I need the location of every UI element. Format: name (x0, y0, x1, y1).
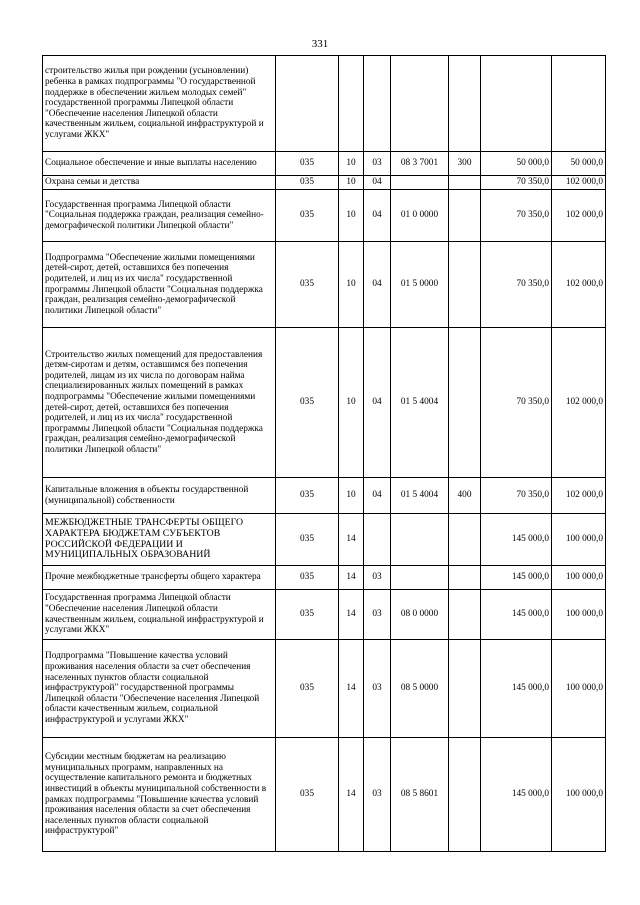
row-sum-1: 70 350,0 (481, 242, 552, 328)
row-rz: 10 (339, 176, 364, 190)
table-row (43, 566, 606, 590)
table-row (43, 56, 606, 152)
row-sum-1: 70 350,0 (481, 478, 552, 514)
row-sum-1: 70 350,0 (481, 328, 552, 478)
row-ved: 035 (276, 152, 339, 176)
row-ved: 035 (276, 328, 339, 478)
row-pr (364, 514, 391, 566)
table-row (43, 242, 606, 328)
row-rz: 14 (339, 738, 364, 852)
row-sum-2: 100 000,0 (552, 738, 606, 852)
row-ved: 035 (276, 478, 339, 514)
row-name: Государственная программа Липецкой области "Социальная поддержка граждан, реализация семейно-демографической политики Липецкой области" (43, 190, 276, 242)
row-ved: 035 (276, 566, 339, 590)
table-row (43, 738, 606, 852)
row-name: Капитальные вложения в объекты государственной (муниципальной) собственности (43, 478, 276, 514)
row-vr (449, 738, 481, 852)
row-sum-1: 145 000,0 (481, 738, 552, 852)
row-ved: 035 (276, 590, 339, 640)
row-sum-2 (552, 56, 606, 152)
row-vr (449, 56, 481, 152)
row-pr: 03 (364, 566, 391, 590)
row-name: строительство жилья при рождении (усыновлении) ребенка в рамках подпрограммы "О государственной поддержке в обеспечении жильем молодых семей" государственной программы Липецкой области "Обеспечение населения Липецкой области качественным жильем, социальной инфраструктурой и услугами ЖКХ" (43, 56, 276, 152)
row-vr: 300 (449, 152, 481, 176)
row-sum-1: 70 350,0 (481, 176, 552, 190)
budget-table (42, 55, 606, 852)
row-csr: 08 3 7001 (391, 152, 449, 176)
row-sum-2: 100 000,0 (552, 514, 606, 566)
row-name: Прочие межбюджетные трансферты общего характера (43, 566, 276, 590)
table-row (43, 176, 606, 190)
row-vr (449, 514, 481, 566)
row-pr: 04 (364, 242, 391, 328)
row-csr: 08 5 8601 (391, 738, 449, 852)
row-csr (391, 514, 449, 566)
row-pr: 03 (364, 152, 391, 176)
row-rz: 14 (339, 640, 364, 738)
row-name: Строительство жилых помещений для предоставления детям-сиротам и детям, оставшимся без попечения родителей, лицам из их числа по договорам найма специализированных жилых помещений в рамках подпрограммы "Обеспечение жилыми помещениями детей-сирот, детей, оставшихся без попечения родителей, и лиц из их числа" государственной программы Липецкой области "Социальная поддержка граждан, реализация семейно-демографической политики Липецкой области" (43, 328, 276, 478)
row-rz: 14 (339, 590, 364, 640)
row-rz: 14 (339, 566, 364, 590)
row-vr (449, 566, 481, 590)
table-row (43, 590, 606, 640)
row-pr: 03 (364, 640, 391, 738)
row-pr: 03 (364, 738, 391, 852)
row-rz: 10 (339, 152, 364, 176)
row-csr: 08 0 0000 (391, 590, 449, 640)
row-ved: 035 (276, 242, 339, 328)
table-row (43, 514, 606, 566)
row-sum-1 (481, 56, 552, 152)
row-sum-2: 100 000,0 (552, 640, 606, 738)
row-csr: 01 5 4004 (391, 328, 449, 478)
row-csr: 01 5 0000 (391, 242, 449, 328)
row-ved: 035 (276, 640, 339, 738)
row-pr: 04 (364, 190, 391, 242)
table-row (43, 640, 606, 738)
row-rz: 10 (339, 478, 364, 514)
row-vr (449, 328, 481, 478)
row-vr (449, 176, 481, 190)
row-csr (391, 566, 449, 590)
row-ved: 035 (276, 190, 339, 242)
row-sum-2: 102 000,0 (552, 190, 606, 242)
row-csr: 08 5 0000 (391, 640, 449, 738)
row-pr: 04 (364, 328, 391, 478)
row-ved: 035 (276, 176, 339, 190)
row-name: Подпрограмма "Обеспечение жилыми помещениями детей-сирот, детей, оставшихся без попечения родителей, и лиц из их числа" государственной программы Липецкой области "Социальная поддержка граждан, реализация семейно-демографической политики Липецкой области" (43, 242, 276, 328)
row-rz: 14 (339, 514, 364, 566)
row-vr (449, 190, 481, 242)
row-rz (339, 56, 364, 152)
row-sum-2: 50 000,0 (552, 152, 606, 176)
table-row (43, 478, 606, 514)
page-number: 331 (311, 38, 329, 50)
row-name: Подпрограмма "Повышение качества условий проживания населения области за счет обеспечения населенных пунктов области социальной инфраструктурой" государственной программы Липецкой области "Обеспечение населения Липецкой области качественным жильем, социальной инфраструктурой и услугами ЖКХ" (43, 640, 276, 738)
row-sum-1: 50 000,0 (481, 152, 552, 176)
row-csr (391, 176, 449, 190)
row-sum-1: 145 000,0 (481, 566, 552, 590)
row-name: Государственная программа Липецкой области "Обеспечение населения Липецкой области качественным жильем, социальной инфраструктурой и услугами ЖКХ" (43, 590, 276, 640)
row-vr: 400 (449, 478, 481, 514)
row-name: Охрана семьи и детства (43, 176, 276, 190)
row-pr: 04 (364, 176, 391, 190)
row-sum-1: 145 000,0 (481, 640, 552, 738)
row-csr: 01 0 0000 (391, 190, 449, 242)
row-ved: 035 (276, 738, 339, 852)
row-vr (449, 242, 481, 328)
row-sum-1: 70 350,0 (481, 190, 552, 242)
row-pr: 03 (364, 590, 391, 640)
row-rz: 10 (339, 190, 364, 242)
row-name: Социальное обеспечение и иные выплаты населению (43, 152, 276, 176)
row-sum-2: 102 000,0 (552, 328, 606, 478)
row-sum-1: 145 000,0 (481, 590, 552, 640)
row-vr (449, 640, 481, 738)
row-rz: 10 (339, 328, 364, 478)
row-sum-2: 102 000,0 (552, 242, 606, 328)
row-sum-2: 100 000,0 (552, 590, 606, 640)
table-row (43, 328, 606, 478)
row-name: МЕЖБЮДЖЕТНЫЕ ТРАНСФЕРТЫ ОБЩЕГО ХАРАКТЕРА БЮДЖЕТАМ СУБЪЕКТОВ РОССИЙСКОЙ ФЕДЕРАЦИИ И МУНИЦИПАЛЬНЫХ ОБРАЗОВАНИЙ (43, 514, 276, 566)
row-ved (276, 56, 339, 152)
row-csr: 01 5 4004 (391, 478, 449, 514)
row-sum-2: 102 000,0 (552, 176, 606, 190)
row-csr (391, 56, 449, 152)
row-sum-1: 145 000,0 (481, 514, 552, 566)
row-name: Субсидии местным бюджетам на реализацию муниципальных программ, направленных на осуществление капитального ремонта и бюджетных инвестиций в объекты муниципальной собственности в рамках подпрограммы "Повышение качества условий проживания населения области за счет обеспечения населенных пунктов области социальной инфраструктурой" (43, 738, 276, 852)
row-sum-2: 100 000,0 (552, 566, 606, 590)
table-row (43, 152, 606, 176)
row-pr: 04 (364, 478, 391, 514)
row-ved: 035 (276, 514, 339, 566)
row-vr (449, 590, 481, 640)
row-rz: 10 (339, 242, 364, 328)
row-sum-2: 102 000,0 (552, 478, 606, 514)
table-row (43, 190, 606, 242)
row-pr (364, 56, 391, 152)
